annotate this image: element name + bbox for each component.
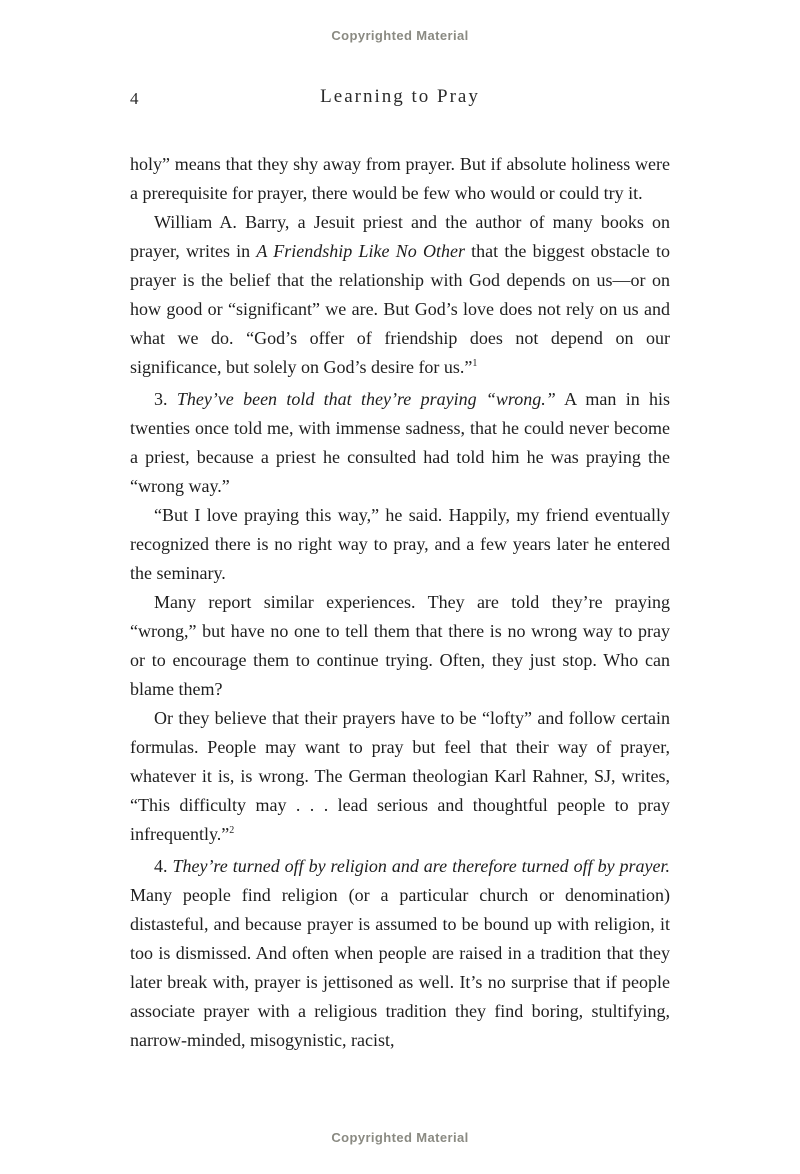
text-run: Many report similar experiences. They are told they’re praying “wrong,” but have no one to tell them that there is no wrong way to pray or to encourage them to continue trying. Often, they just stop. Who can blame them? <box>130 592 670 699</box>
paragraph <box>130 501 670 588</box>
copyright-notice-bottom: Copyrighted Material <box>331 1130 469 1145</box>
copyright-notice-top: Copyrighted Material <box>331 28 469 43</box>
body-paragraphs <box>130 150 670 1055</box>
paragraph <box>130 208 670 385</box>
footnote-marker: 1 <box>472 358 478 369</box>
text-run: that the biggest obstacle to prayer is the belief that the relationship with God depends on us—or on how good or “significant” we are. But God’s love does not rely on us and what we do. “God’s offer of friendship does not depend on our significance, but solely on God’s desire for us.” <box>130 241 671 377</box>
paragraph <box>130 588 670 704</box>
text-run: They’ve been told that they’re praying “wrong.” <box>176 389 556 409</box>
text-run: Many people find religion (or a particular church or denomination) distasteful, and because prayer is assumed to be bound up with religion, it too is dismissed. And often when people are raised in a tradition that they later break with, prayer is jettisoned as well. It’s no surprise that if people associate prayer with a religious tradition they find boring, stultifying, narrow-minded, misogynistic, racist, <box>130 885 670 1050</box>
paragraph <box>130 704 670 852</box>
paragraph <box>130 385 670 501</box>
running-title: Learning to Pray <box>320 86 480 107</box>
page-number: 4 <box>130 89 139 108</box>
page-header <box>130 86 670 112</box>
text-run: holy” means that they shy away from prayer. But if absolute holiness were a prerequisite for prayer, there would be few who would or could try it. <box>130 154 670 203</box>
text-run: “But I love praying this way,” he said. Happily, my friend eventually recognized there is no right way to pray, and a few years later he entered the seminary. <box>130 505 670 583</box>
footnote-marker: 2 <box>229 825 235 836</box>
text-run: William A. Barry, a Jesuit priest and the author of many books on prayer, writes in <box>130 212 670 261</box>
text-run: A man in his twenties once told me, with immense sadness, that he could never become a priest, because a priest he consulted had told him he was praying the “wrong way.” <box>130 389 671 496</box>
text-run: Or they believe that their prayers have to be “lofty” and follow certain formulas. People may want to pray but feel that their way of prayer, whatever it is, is wrong. The German theologian Karl Rahner, SJ, writes, “This difficulty may . . . lead serious and thoughtful people to pray infrequently.” <box>130 708 670 844</box>
text-run: They’re turned off by religion and are therefore turned off by prayer. <box>172 856 670 876</box>
text-run: A Friendship Like No Other <box>256 241 465 261</box>
text-run: 3. <box>154 389 177 409</box>
paragraph <box>130 150 670 208</box>
paragraph <box>130 852 670 1055</box>
text-run: 4. <box>154 856 173 876</box>
